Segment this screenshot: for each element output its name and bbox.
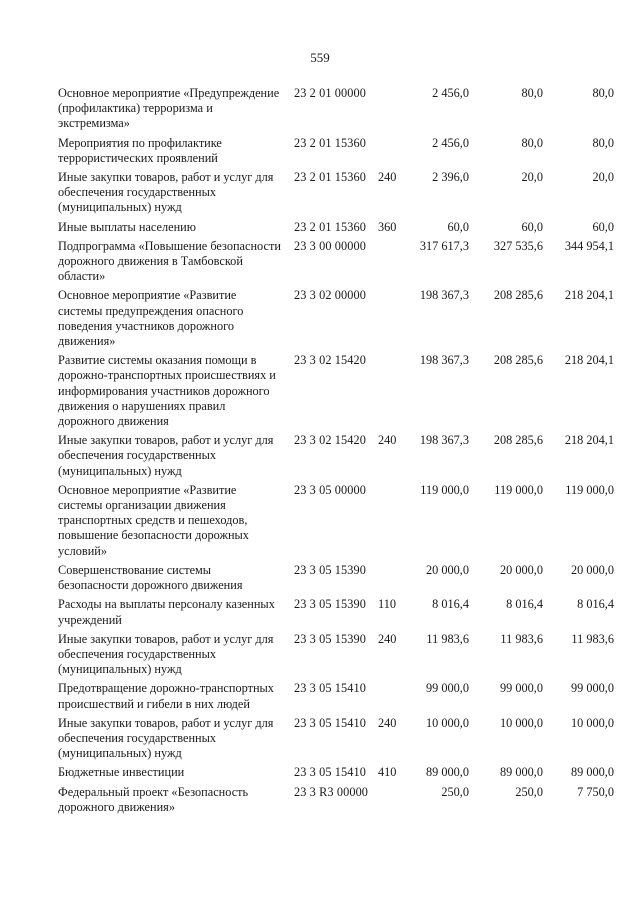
row-name: Предотвращение дорожно-транспортных происшествий и гибели в них людей bbox=[58, 681, 274, 711]
table-row bbox=[0, 765, 640, 780]
row-name: Мероприятия по профилактике террористических проявлений bbox=[58, 135, 222, 165]
row-code: 23 3 05 00000 bbox=[294, 482, 367, 497]
row-value-2: 11 983,6 bbox=[500, 631, 543, 646]
row-value-1: 10 000,0 bbox=[425, 715, 469, 730]
row-name: Федеральный проект «Безопасность дорожного движения» bbox=[58, 784, 249, 814]
row-value-1: 8 016,4 bbox=[432, 597, 469, 612]
row-value-1: 198 367,3 bbox=[419, 433, 469, 448]
row-code: 23 3 05 15390 bbox=[294, 631, 367, 646]
row-expense-type: 240 bbox=[378, 715, 397, 730]
row-name: Иные закупки товаров, работ и услуг для обеспечения государственных (муниципальных) нужд bbox=[58, 170, 274, 215]
row-value-2: 99 000,0 bbox=[499, 681, 543, 696]
table-row bbox=[0, 170, 640, 216]
row-value-3: 7 750,0 bbox=[577, 784, 614, 799]
table-row bbox=[0, 716, 640, 762]
row-expense-type: 240 bbox=[378, 170, 397, 185]
budget-table bbox=[0, 86, 640, 819]
row-value-1: 2 396,0 bbox=[432, 170, 469, 185]
row-code: 23 2 01 15360 bbox=[294, 170, 367, 185]
row-value-3: 80,0 bbox=[592, 135, 614, 150]
row-expense-type: 110 bbox=[378, 597, 396, 612]
row-code: 23 3 02 15420 bbox=[294, 433, 367, 448]
row-name: Иные закупки товаров, работ и услуг для обеспечения государственных (муниципальных) нужд bbox=[58, 715, 274, 761]
page-number: 559 bbox=[310, 50, 330, 65]
row-name: Совершенствование системы безопасности дорожного движения bbox=[58, 562, 243, 593]
row-expense-type: 240 bbox=[378, 433, 397, 448]
row-expense-type: 410 bbox=[378, 765, 397, 780]
row-name: Подпрограмма «Повышение безопасности дорожного движения в Тамбовской области» bbox=[58, 238, 281, 284]
row-value-2: 60,0 bbox=[521, 219, 543, 234]
row-code: 23 3 02 15420 bbox=[294, 353, 367, 368]
row-value-3: 218 204,1 bbox=[564, 353, 614, 368]
row-name: Расходы на выплаты персоналу казенных учреждений bbox=[58, 597, 275, 627]
row-value-2: 208 285,6 bbox=[493, 433, 543, 448]
row-value-1: 99 000,0 bbox=[425, 681, 469, 696]
row-value-1: 2 456,0 bbox=[432, 135, 469, 150]
row-value-2: 327 535,6 bbox=[493, 238, 543, 253]
row-value-2: 10 000,0 bbox=[499, 715, 543, 730]
row-name: Развитие системы оказания помощи в дорожно-транспортных происшествиях и информирования участников дорожного движения о нарушениях правил дорожного движения bbox=[58, 353, 276, 429]
row-value-3: 99 000,0 bbox=[570, 681, 614, 696]
row-value-1: 198 367,3 bbox=[419, 288, 469, 303]
row-value-3: 60,0 bbox=[592, 219, 614, 234]
row-name: Основное мероприятие «Предупреждение (профилактика) терроризма и экстремизма» bbox=[58, 86, 280, 131]
table-row bbox=[0, 483, 640, 559]
row-expense-type: 240 bbox=[378, 631, 397, 646]
table-row bbox=[0, 563, 640, 593]
row-value-3: 20,0 bbox=[592, 170, 614, 185]
row-name: Основное мероприятие «Развитие системы предупреждения опасного поведения участников дорожного движения» bbox=[58, 288, 244, 349]
row-name: Основное мероприятие «Развитие системы организации движения транспортных средств и пешеходов, повышение безопасности дорожных условий» bbox=[58, 482, 249, 558]
row-code: 23 3 00 00000 bbox=[294, 238, 367, 253]
row-code: 23 3 02 00000 bbox=[294, 288, 367, 303]
table-row bbox=[0, 239, 640, 285]
row-value-3: 344 954,1 bbox=[564, 238, 614, 253]
row-value-2: 250,0 bbox=[515, 784, 543, 799]
row-value-2: 20 000,0 bbox=[499, 562, 543, 577]
row-value-1: 20 000,0 bbox=[425, 562, 469, 577]
row-value-1: 250,0 bbox=[441, 784, 469, 799]
row-value-2: 208 285,6 bbox=[493, 288, 543, 303]
row-value-2: 119 000,0 bbox=[494, 482, 543, 497]
row-code: 23 2 01 00000 bbox=[294, 86, 367, 100]
row-value-1: 2 456,0 bbox=[432, 86, 469, 100]
row-value-3: 80,0 bbox=[592, 86, 614, 100]
row-value-3: 8 016,4 bbox=[577, 597, 614, 612]
table-row bbox=[0, 597, 640, 627]
row-name: Иные закупки товаров, работ и услуг для обеспечения государственных (муниципальных) нужд bbox=[58, 631, 274, 677]
row-value-2: 208 285,6 bbox=[493, 353, 543, 368]
row-value-3: 89 000,0 bbox=[570, 765, 614, 780]
row-code: 23 3 05 15390 bbox=[294, 597, 367, 612]
row-value-2: 80,0 bbox=[521, 86, 543, 100]
row-name: Иные выплаты населению bbox=[58, 219, 196, 234]
row-code: 23 3 05 15410 bbox=[294, 681, 367, 696]
row-code: 23 3 05 15390 bbox=[294, 562, 367, 577]
row-value-1: 89 000,0 bbox=[425, 765, 469, 780]
row-value-3: 218 204,1 bbox=[564, 288, 614, 303]
row-value-2: 80,0 bbox=[521, 135, 543, 150]
row-value-1: 60,0 bbox=[447, 219, 469, 234]
table-row bbox=[0, 86, 640, 132]
row-value-1: 11 983,6 bbox=[426, 631, 469, 646]
row-code: 23 2 01 15360 bbox=[294, 219, 367, 234]
row-value-3: 11 983,6 bbox=[571, 631, 614, 646]
row-value-3: 119 000,0 bbox=[565, 482, 614, 497]
table-row bbox=[0, 220, 640, 235]
table-row bbox=[0, 288, 640, 349]
row-name: Бюджетные инвестиции bbox=[58, 765, 185, 780]
table-row bbox=[0, 353, 640, 429]
row-value-2: 20,0 bbox=[521, 170, 543, 185]
table-row bbox=[0, 785, 640, 815]
table-row bbox=[0, 681, 640, 711]
row-name: Иные закупки товаров, работ и услуг для обеспечения государственных (муниципальных) нужд bbox=[58, 433, 274, 478]
row-code: 23 3 05 15410 bbox=[294, 765, 367, 780]
table-row bbox=[0, 136, 640, 166]
row-code: 23 3 05 15410 bbox=[294, 715, 367, 730]
table-row bbox=[0, 632, 640, 678]
row-value-3: 20 000,0 bbox=[570, 562, 614, 577]
row-value-2: 8 016,4 bbox=[506, 597, 543, 612]
row-value-3: 218 204,1 bbox=[564, 433, 614, 448]
row-code: 23 3 R3 00000 bbox=[294, 784, 369, 799]
row-value-3: 10 000,0 bbox=[570, 715, 614, 730]
row-value-1: 198 367,3 bbox=[419, 353, 469, 368]
row-value-2: 89 000,0 bbox=[499, 765, 543, 780]
row-value-1: 317 617,3 bbox=[419, 238, 469, 253]
row-value-1: 119 000,0 bbox=[420, 482, 469, 497]
row-expense-type: 360 bbox=[378, 219, 397, 234]
table-row bbox=[0, 433, 640, 479]
row-code: 23 2 01 15360 bbox=[294, 135, 367, 150]
